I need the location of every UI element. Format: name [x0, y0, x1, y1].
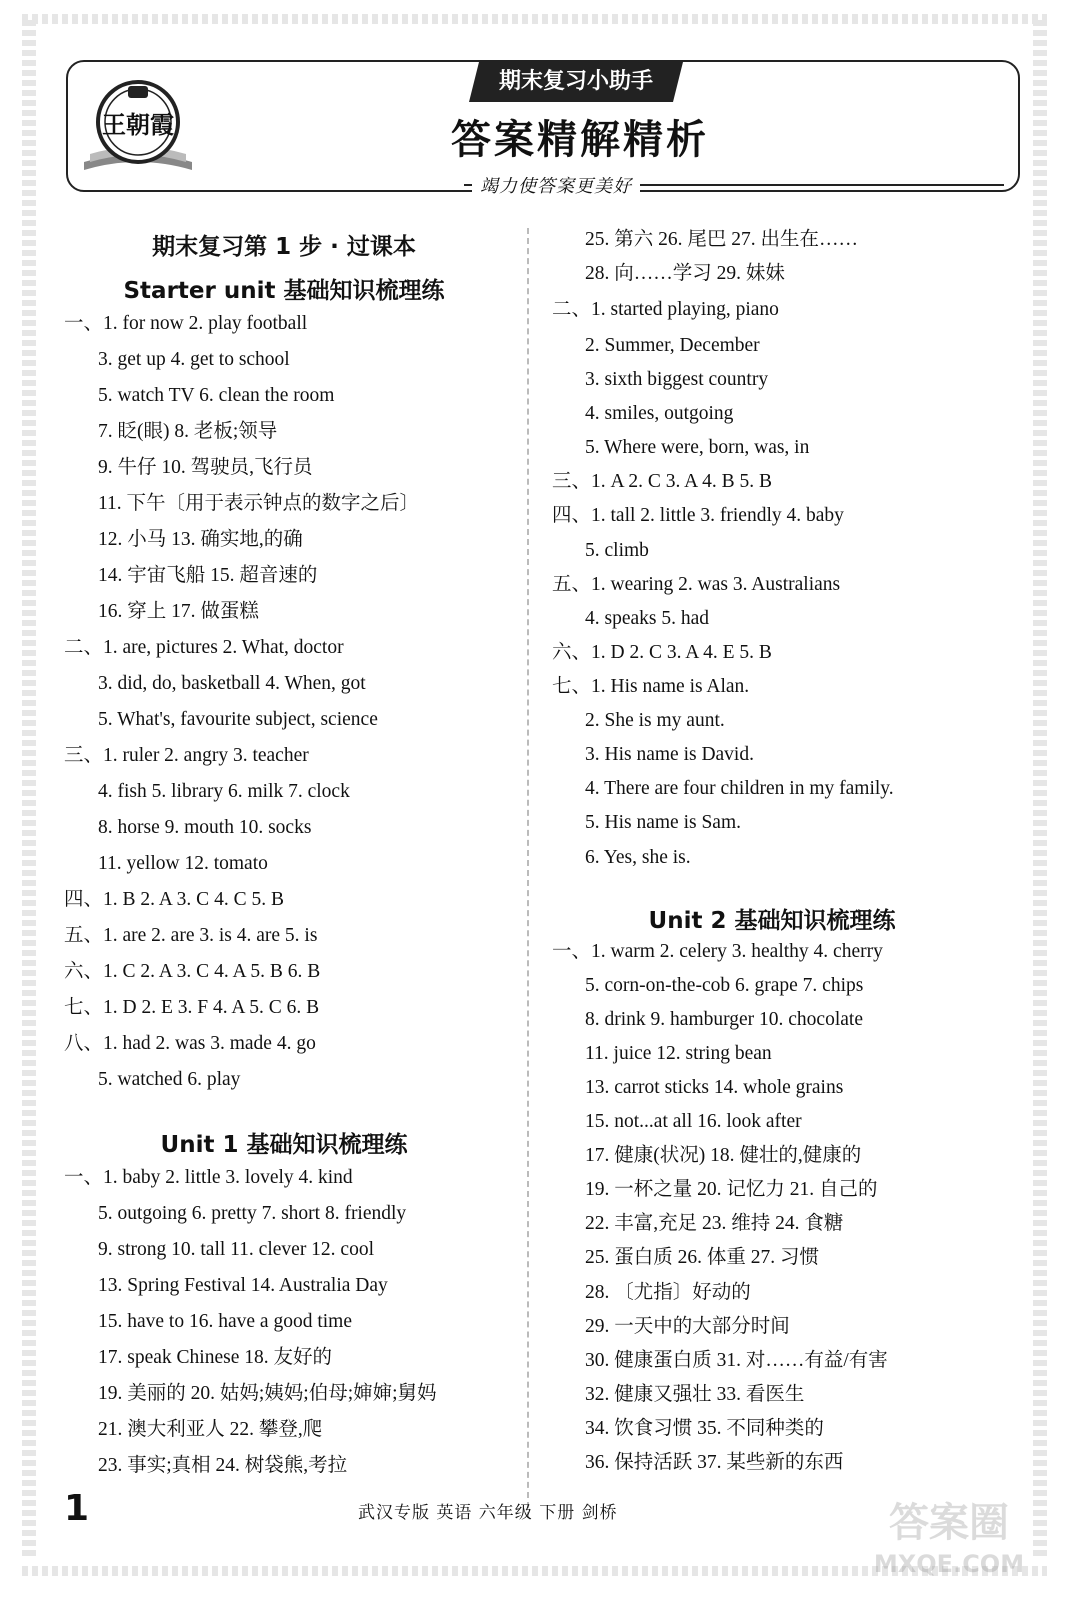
answer-line: 六、1. D 2. C 3. A 4. E 5. B	[552, 642, 772, 663]
answer-line: 3. His name is David.	[585, 744, 754, 765]
answer-line: 21. 澳大利亚人 22. 攀登,爬	[98, 1419, 323, 1440]
answer-line: 四、1. B 2. A 3. C 4. C 5. B	[64, 889, 284, 910]
answer-line: 11. yellow 12. tomato	[98, 853, 268, 874]
answer-line: 8. drink 9. hamburger 10. chocolate	[585, 1009, 863, 1030]
answer-line: 15. not...at all 16. look after	[585, 1111, 802, 1132]
answer-line: 9. 牛仔 10. 驾驶员,飞行员	[98, 457, 313, 478]
answer-line: 19. 美丽的 20. 姑妈;姨妈;伯母;婶婶;舅妈	[98, 1383, 437, 1404]
answer-line: 2. Summer, December	[585, 335, 760, 356]
answer-line: 5. His name is Sam.	[585, 812, 741, 833]
answer-line: 5. What's, favourite subject, science	[98, 709, 378, 730]
answer-line: 3. sixth biggest country	[585, 369, 769, 390]
publisher-logo	[76, 70, 200, 178]
answer-line: 36. 保持活跃 37. 某些新的东西	[585, 1452, 844, 1473]
answer-line: 5. corn-on-the-cob 6. grape 7. chips	[585, 975, 864, 996]
answer-line: 17. 健康(状况) 18. 健壮的,健康的	[585, 1145, 862, 1166]
watermark	[864, 1490, 1034, 1580]
answer-line: 16. 穿上 17. 做蛋糕	[98, 601, 259, 622]
section-heading: Starter unit 基础知识梳理练	[123, 278, 445, 304]
answer-line: 28. 〔尤指〕好动的	[585, 1282, 751, 1303]
footer-text: 武汉专版 英语 六年级 下册 剑桥	[358, 1503, 618, 1523]
answer-line: 29. 一天中的大部分时间	[585, 1316, 790, 1337]
answer-line: 七、1. D 2. E 3. F 4. A 5. C 6. B	[64, 997, 320, 1018]
answer-line: 四、1. tall 2. little 3. friendly 4. baby	[552, 505, 844, 526]
answer-line: 11. juice 12. string bean	[585, 1043, 772, 1064]
answer-line: 4. speaks 5. had	[585, 608, 710, 629]
answer-line: 二、1. are, pictures 2. What, doctor	[64, 637, 344, 658]
answer-line: 6. Yes, she is.	[585, 847, 691, 868]
answer-line: 25. 蛋白质 26. 体重 27. 习惯	[585, 1247, 820, 1268]
answer-line: 11. 下午〔用于表示钟点的数字之后〕	[98, 493, 420, 514]
answer-line: 22. 丰富,充足 23. 维持 24. 食糖	[585, 1213, 844, 1234]
answer-line: 28. 向……学习 29. 妹妹	[585, 263, 785, 284]
page-title: 答案精解精析	[451, 117, 709, 163]
answer-line: 5. Where were, born, was, in	[585, 437, 810, 458]
watermark-top: 答案圈	[889, 1500, 1009, 1546]
section-heading: Unit 2 基础知识梳理练	[648, 908, 896, 934]
answer-line: 8. horse 9. mouth 10. socks	[98, 817, 312, 838]
page-border-top	[22, 14, 1047, 24]
answer-line: 一、1. baby 2. little 3. lovely 4. kind	[64, 1167, 353, 1188]
answer-line: 15. have to 16. have a good time	[98, 1311, 352, 1332]
slogan: 竭力使答案更美好	[472, 172, 640, 198]
answer-line: 13. carrot sticks 14. whole grains	[585, 1077, 844, 1098]
answer-line: 5. outgoing 6. pretty 7. short 8. friendly	[98, 1203, 407, 1224]
answer-line: 3. did, do, basketball 4. When, got	[98, 673, 366, 694]
header-tag	[469, 62, 683, 102]
answer-line: 三、1. A 2. C 3. A 4. B 5. B	[552, 471, 772, 492]
header-tag-text: 期末复习小助手	[498, 69, 653, 94]
answer-line: 7. 眨(眼) 8. 老板;领导	[98, 421, 278, 442]
answer-line: 八、1. had 2. was 3. made 4. go	[64, 1033, 316, 1054]
answer-line: 五、1. are 2. are 3. is 4. are 5. is	[64, 925, 318, 946]
answer-line: 13. Spring Festival 14. Australia Day	[98, 1275, 388, 1296]
answer-line: 34. 饮食习惯 35. 不同种类的	[585, 1418, 824, 1439]
answer-line: 一、1. for now 2. play football	[64, 313, 308, 334]
logo-text: 王朝霞	[102, 110, 174, 139]
answer-line: 5. climb	[585, 540, 649, 561]
answer-line: 五、1. wearing 2. was 3. Australians	[552, 574, 841, 595]
answer-line: 14. 宇宙飞船 15. 超音速的	[98, 565, 318, 586]
answer-line: 17. speak Chinese 18. 友好的	[98, 1347, 332, 1368]
answer-line: 5. watched 6. play	[98, 1069, 241, 1090]
answer-line: 4. fish 5. library 6. milk 7. clock	[98, 781, 350, 802]
answer-line: 5. watch TV 6. clean the room	[98, 385, 335, 406]
answer-line: 七、1. His name is Alan.	[552, 676, 750, 697]
answer-line: 32. 健康又强壮 33. 看医生	[585, 1384, 805, 1405]
answer-line: 三、1. ruler 2. angry 3. teacher	[64, 745, 309, 766]
watermark-bottom: MXQE.COM	[873, 1550, 1025, 1578]
answer-line: 9. strong 10. tall 11. clever 12. cool	[98, 1239, 375, 1260]
answer-line: 二、1. started playing, piano	[552, 299, 779, 320]
answer-line: 4. There are four children in my family.	[585, 778, 894, 799]
answer-line: 一、1. warm 2. celery 3. healthy 4. cherry	[552, 941, 883, 962]
page-number: 1	[64, 1488, 90, 1529]
section-heading: 期末复习第 1 步 · 过课本	[152, 234, 416, 260]
section-heading: Unit 1 基础知识梳理练	[160, 1132, 408, 1158]
page-border-right	[1033, 20, 1047, 1560]
answer-line: 12. 小马 13. 确实地,的确	[98, 529, 303, 550]
answer-line: 25. 第六 26. 尾巴 27. 出生在……	[585, 229, 859, 250]
answer-line: 30. 健康蛋白质 31. 对……有益/有害	[585, 1350, 888, 1371]
answer-line: 2. She is my aunt.	[585, 710, 725, 731]
answer-line: 六、1. C 2. A 3. C 4. A 5. B 6. B	[64, 961, 321, 982]
column-divider	[527, 228, 529, 1518]
page-border-left	[22, 20, 36, 1560]
answer-line: 19. 一杯之量 20. 记忆力 21. 自己的	[585, 1179, 878, 1200]
answer-line: 4. smiles, outgoing	[585, 403, 734, 424]
answer-line: 23. 事实;真相 24. 树袋熊,考拉	[98, 1455, 348, 1476]
answer-line: 3. get up 4. get to school	[98, 349, 290, 370]
